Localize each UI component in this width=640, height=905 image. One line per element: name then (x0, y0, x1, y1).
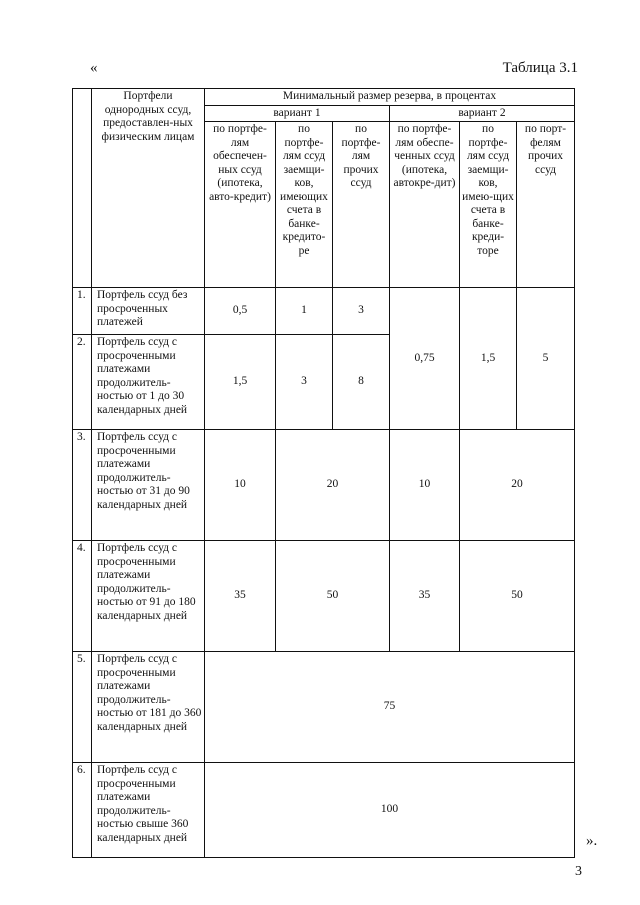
header-num-cell (73, 89, 92, 288)
close-quote: ». (586, 833, 598, 849)
value-cell-merged: 0,75 (390, 288, 460, 430)
row-label: Портфель ссуд с просроченными платежами продолжитель-ностью свыше 360 календарных дней (92, 763, 205, 858)
row-number: 1. (73, 288, 92, 335)
table-row (73, 652, 575, 763)
row-number: 6. (73, 763, 92, 858)
row-label: Портфель ссуд с просроченными платежами продолжитель-ностью от 1 до 30 календарных дней (92, 335, 205, 430)
header-reserve-title: Минимальный размер резерва, в процентах (205, 89, 575, 106)
value-cell: 0,5 (205, 288, 276, 335)
value-cell: 35 (390, 541, 460, 652)
value-cell: 20 (460, 430, 575, 541)
row-label: Портфель ссуд с просроченными платежами продолжитель-ностью от 91 до 180 календарных дней (92, 541, 205, 652)
header-variant-1: вариант 1 (205, 105, 390, 122)
value-cell: 3 (276, 335, 333, 430)
value-cell: 50 (276, 541, 390, 652)
row-number: 4. (73, 541, 92, 652)
value-cell: 35 (205, 541, 276, 652)
row-number: 5. (73, 652, 92, 763)
row-label: Портфель ссуд без просроченных платежей (92, 288, 205, 335)
header-sub-accounts-v2: по портфе-лям ссуд заемщи-ков, имею-щих счета в банке-креди-торе (460, 122, 517, 288)
row-number: 3. (73, 430, 92, 541)
row-label: Портфель ссуд с просроченными платежами продолжитель-ностью от 181 до 360 календарных дней (92, 652, 205, 763)
table-row (73, 763, 575, 858)
header-variant-2: вариант 2 (390, 105, 575, 122)
value-cell: 1,5 (205, 335, 276, 430)
page-number: 3 (575, 864, 582, 879)
value-cell: 10 (205, 430, 276, 541)
value-cell: 50 (460, 541, 575, 652)
value-cell: 20 (276, 430, 390, 541)
table-row (73, 430, 575, 541)
value-cell: 75 (205, 652, 575, 763)
row-label: Портфель ссуд с просроченными платежами продолжитель-ностью от 31 до 90 календарных дней (92, 430, 205, 541)
value-cell-merged: 1,5 (460, 288, 517, 430)
row-number: 2. (73, 335, 92, 430)
header-sub-secured-v1: по портфе-лям обеспечен-ных ссуд (ипотека, авто-кредит) (205, 122, 276, 288)
value-cell: 3 (333, 288, 390, 335)
header-sub-accounts-v1: по портфе-лям ссуд заемщи-ков, имеющих счета в банке-кредито-ре (276, 122, 333, 288)
table-row (73, 288, 575, 335)
header-sub-secured-v2: по портфе-лям обеспе-ченных ссуд (ипотека, автокре-дит) (390, 122, 460, 288)
value-cell: 10 (390, 430, 460, 541)
table-caption: Таблица 3.1 (502, 60, 578, 76)
reserve-table (72, 88, 575, 858)
header-sub-other-v1: по портфе-лям прочих ссуд (333, 122, 390, 288)
value-cell: 1 (276, 288, 333, 335)
header-portfolio: Портфели однородных ссуд, предоставлен-ных физическим лицам (92, 89, 205, 288)
value-cell: 100 (205, 763, 575, 858)
open-quote: « (90, 60, 98, 76)
header-sub-other-v2: по порт-фелям прочих ссуд (517, 122, 575, 288)
value-cell-merged: 5 (517, 288, 575, 430)
value-cell: 8 (333, 335, 390, 430)
table-row (73, 541, 575, 652)
